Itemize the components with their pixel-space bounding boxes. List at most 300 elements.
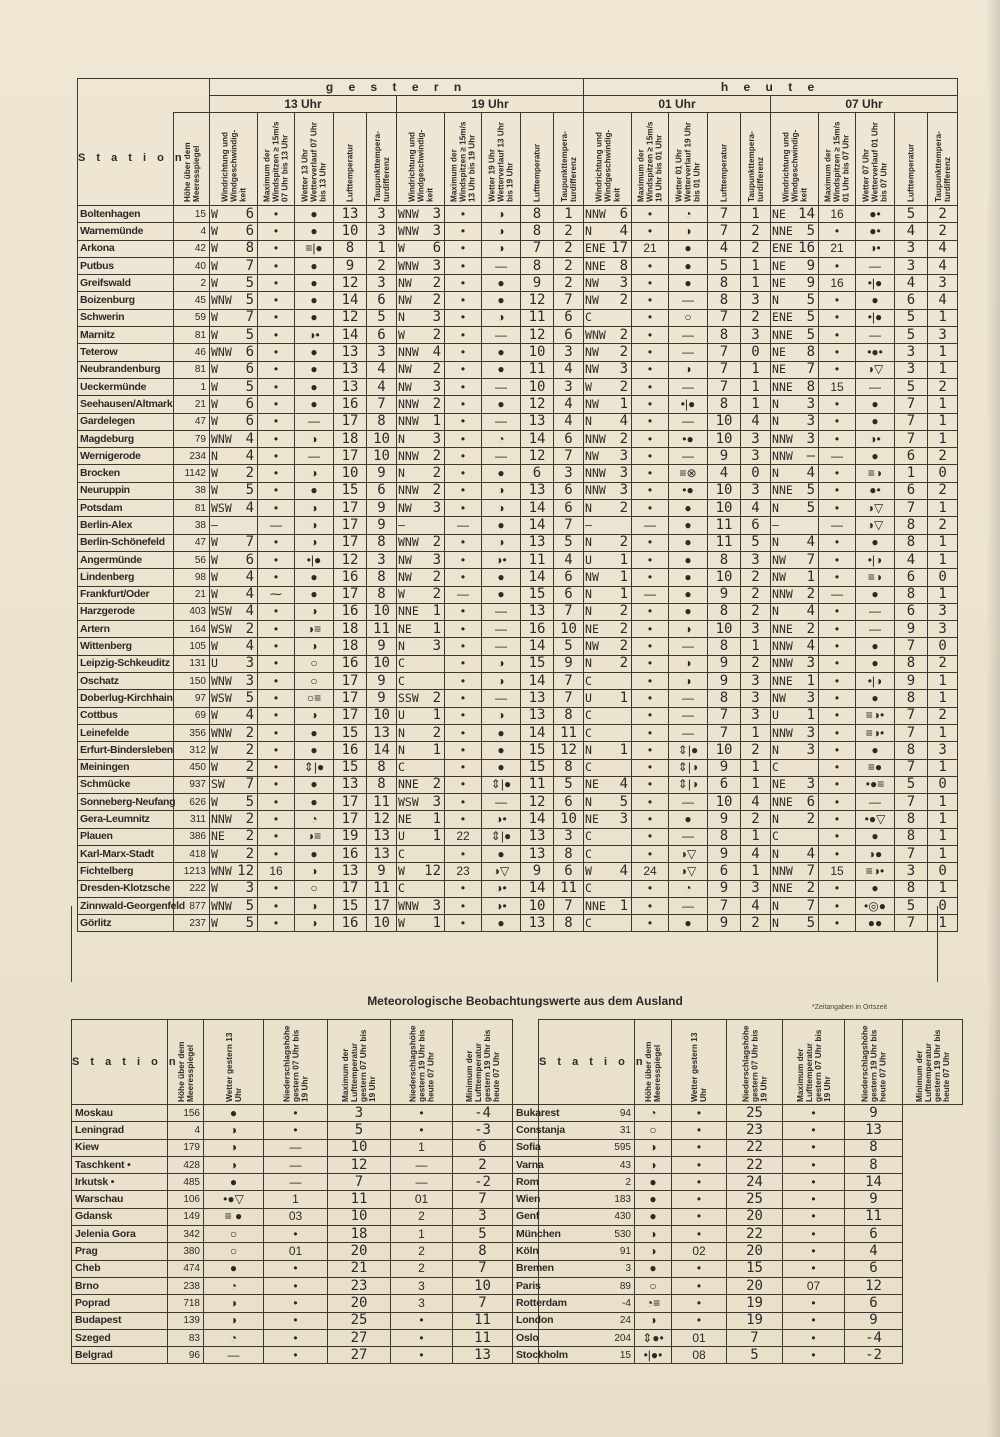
altitude-value: 626 xyxy=(174,794,210,811)
weather-symbol: ◑ xyxy=(635,1243,672,1260)
max-temperature: 3 xyxy=(328,1105,391,1122)
period-01: 01 Uhr xyxy=(584,96,771,113)
col-header-temp-0 xyxy=(334,113,367,206)
air-temperature: 6 xyxy=(895,603,928,620)
wind-direction: NNW xyxy=(772,725,793,740)
header-gestern: g e s t e r n xyxy=(210,79,584,96)
station-name: Magdeburg xyxy=(78,430,174,447)
wind-speed: 3 xyxy=(432,257,441,274)
station-header-right: S t a t i o n xyxy=(539,1020,635,1105)
wind-gust: • xyxy=(632,603,669,620)
weather-symbol: •●▽ xyxy=(856,811,895,828)
wind-cell xyxy=(771,845,819,862)
wind-speed: 2 xyxy=(619,344,629,361)
wind-speed: 4 xyxy=(245,707,254,724)
weather-symbol: ● xyxy=(482,396,521,413)
dewpoint-difference: 11 xyxy=(554,724,584,741)
wind-cell xyxy=(397,655,445,672)
wind-speed: 3 xyxy=(806,689,816,706)
station-name: Arkona xyxy=(78,240,174,257)
weather-symbol: ◑ xyxy=(204,1295,264,1312)
wind-direction: WNW xyxy=(211,673,232,688)
wind-direction: W xyxy=(211,206,218,221)
dewpoint-difference: 1 xyxy=(741,638,771,655)
wind-cell xyxy=(771,690,819,707)
precipitation-day: 02 xyxy=(672,1243,727,1260)
wind-direction: W xyxy=(211,362,218,377)
col-header-text: Windrichtung und Windgeschwindig-keit xyxy=(781,129,809,202)
weather-symbol: ● xyxy=(856,292,895,309)
wind-gust: • xyxy=(445,897,482,914)
altitude-value: 485 xyxy=(168,1174,204,1191)
air-temperature: 17 xyxy=(334,707,367,724)
wind-speed: 2 xyxy=(619,534,629,551)
wind-gust: • xyxy=(632,673,669,690)
station-name: Cheb xyxy=(72,1260,168,1277)
corner-cell xyxy=(78,96,210,113)
precipitation-day: • xyxy=(264,1295,328,1312)
col-header-text: Taupunkttempera-turdifferenz xyxy=(559,131,578,202)
precipitation-night: — xyxy=(391,1156,453,1173)
dewpoint-difference: 1 xyxy=(741,275,771,292)
weather-symbol: ● xyxy=(669,500,708,517)
wind-direction: U xyxy=(398,708,405,723)
wind-gust: • xyxy=(819,690,856,707)
dewpoint-difference: 1 xyxy=(741,724,771,741)
dewpoint-difference: 1 xyxy=(928,759,958,776)
dewpoint-difference: 1 xyxy=(928,534,958,551)
wind-cell xyxy=(771,638,819,655)
max-temperature: 20 xyxy=(328,1295,391,1312)
air-temperature: 3 xyxy=(895,344,928,361)
wind-speed: 1 xyxy=(432,707,441,724)
weather-symbol: •|● xyxy=(856,275,895,292)
weather-symbol: ● xyxy=(635,1208,672,1225)
precipitation-day: • xyxy=(672,1312,727,1329)
wind-speed: 3 xyxy=(619,482,629,499)
altitude-value: 418 xyxy=(174,845,210,862)
col-header-text: Niederschlagshöhe gestern 19 Uhr bis heute 07 Uhr xyxy=(407,1025,435,1102)
weather-symbol: ◑• xyxy=(482,897,521,914)
air-temperature: 17 xyxy=(334,586,367,603)
dewpoint-difference: 7 xyxy=(554,673,584,690)
wind-gust: • xyxy=(258,776,295,793)
wind-gust: • xyxy=(819,482,856,499)
col-header-text: Wetter 13 Uhr Wetterverlauf 07 Uhr bis 13 Uhr xyxy=(300,122,328,202)
weather-symbol: ⇕|● xyxy=(482,776,521,793)
weather-symbol: — xyxy=(482,690,521,707)
dewpoint-difference: 4 xyxy=(741,794,771,811)
wind-direction: C xyxy=(585,725,592,740)
wind-direction: W xyxy=(211,587,218,602)
air-temperature: 18 xyxy=(334,430,367,447)
wind-gust: • xyxy=(445,430,482,447)
altitude-value: 83 xyxy=(168,1329,204,1346)
wind-gust: • xyxy=(445,396,482,413)
wind-speed: 4 xyxy=(619,862,629,879)
air-temperature: 17 xyxy=(334,517,367,534)
altitude-value: 237 xyxy=(174,915,210,932)
air-temperature: 7 xyxy=(895,413,928,430)
wind-gust: • xyxy=(258,828,295,845)
wind-gust: • xyxy=(258,551,295,568)
weather-symbol: ● xyxy=(482,915,521,932)
weather-symbol: ● xyxy=(669,240,708,257)
precipitation-night: • xyxy=(783,1329,845,1346)
wind-gust: 15 xyxy=(819,863,856,880)
dewpoint-difference: 12 xyxy=(554,742,584,759)
precipitation-day: • xyxy=(264,1260,328,1277)
weather-symbol: — xyxy=(669,448,708,465)
station-name: Teterow xyxy=(78,344,174,361)
weather-symbol: ◑• xyxy=(295,327,334,344)
wind-direction: N xyxy=(585,587,592,602)
altitude-value: 106 xyxy=(168,1191,204,1208)
wind-cell xyxy=(210,776,258,793)
col-header-dew-0 xyxy=(367,113,397,206)
station-name: Bremen xyxy=(513,1260,539,1277)
wind-gust: • xyxy=(445,413,482,430)
col-header-weather xyxy=(672,1020,727,1105)
air-temperature: 12 xyxy=(334,551,367,568)
min-temperature: 8 xyxy=(453,1243,513,1260)
weather-symbol: — xyxy=(669,327,708,344)
dewpoint-difference: 1 xyxy=(928,811,958,828)
wind-gust: 23 xyxy=(445,863,482,880)
col-header-weather-13-0 xyxy=(295,113,334,206)
weather-symbol: — xyxy=(856,378,895,395)
station-name: Stockholm xyxy=(513,1347,539,1364)
altitude-value: 380 xyxy=(168,1243,204,1260)
dewpoint-difference: 6 xyxy=(554,482,584,499)
wind-cell xyxy=(210,257,258,274)
weather-symbol: ≡◑• xyxy=(856,863,895,880)
station-name: Taschkent • xyxy=(72,1156,168,1173)
wind-speed: 4 xyxy=(245,499,254,516)
wind-direction: W xyxy=(211,241,218,256)
wind-cell xyxy=(397,828,445,845)
wind-direction: NNW xyxy=(398,345,419,360)
wind-gust: • xyxy=(632,776,669,793)
altitude-value: 139 xyxy=(168,1312,204,1329)
wind-speed: 2 xyxy=(432,326,441,343)
dewpoint-difference: 3 xyxy=(741,551,771,568)
dewpoint-difference: 5 xyxy=(554,638,584,655)
weather-symbol: ● xyxy=(295,569,334,586)
air-temperature: 8 xyxy=(708,638,741,655)
wind-direction: N xyxy=(398,725,405,740)
wind-cell xyxy=(397,551,445,568)
wind-direction: NNW xyxy=(585,431,606,446)
dewpoint-difference: 1 xyxy=(928,828,958,845)
wind-gust: • xyxy=(632,206,669,223)
wind-direction: NNE xyxy=(772,794,793,809)
weather-symbol: — xyxy=(669,344,708,361)
dewpoint-difference: 6 xyxy=(367,292,397,309)
wind-cell xyxy=(210,500,258,517)
dewpoint-difference: 2 xyxy=(741,223,771,240)
wind-direction: NE xyxy=(585,777,599,792)
wind-gust: • xyxy=(632,759,669,776)
wind-direction: NW xyxy=(398,569,412,584)
wind-speed: 4 xyxy=(245,447,254,464)
wind-cell xyxy=(584,534,632,551)
wind-speed: 2 xyxy=(806,586,816,603)
station-name: Belgrad xyxy=(72,1347,168,1364)
dewpoint-difference: 1 xyxy=(554,206,584,223)
table-row xyxy=(78,724,958,741)
col-header-wind-0 xyxy=(210,113,258,206)
weather-symbol: ● xyxy=(856,448,895,465)
precipitation-night: — xyxy=(391,1174,453,1191)
weather-symbol: — xyxy=(482,603,521,620)
wind-cell xyxy=(771,880,819,897)
weather-symbol: ◑ xyxy=(204,1312,264,1329)
altitude-value: 81 xyxy=(174,327,210,344)
table-row xyxy=(78,655,958,672)
precipitation-night: 1 xyxy=(391,1139,453,1156)
wind-gust: • xyxy=(445,206,482,223)
dewpoint-difference: 1 xyxy=(928,551,958,568)
wind-cell xyxy=(584,655,632,672)
weather-symbol: ● xyxy=(856,880,895,897)
wind-gust: — xyxy=(632,517,669,534)
dewpoint-difference: 2 xyxy=(928,707,958,724)
station-name: Leipzig-Schkeuditz xyxy=(78,655,174,672)
altitude-value: 47 xyxy=(174,413,210,430)
wind-speed: 3 xyxy=(432,378,441,395)
dewpoint-difference: 7 xyxy=(554,690,584,707)
station-name: Leningrad xyxy=(72,1122,168,1139)
precipitation-day: • xyxy=(672,1139,727,1156)
wind-cell xyxy=(584,673,632,690)
weather-symbol: ○≡ xyxy=(295,690,334,707)
dewpoint-difference: 1 xyxy=(928,845,958,862)
wind-cell xyxy=(210,586,258,603)
wind-cell xyxy=(397,673,445,690)
wind-gust: • xyxy=(632,811,669,828)
wind-direction: NNW xyxy=(211,812,232,827)
wind-direction: N xyxy=(772,500,779,515)
air-temperature: 6 xyxy=(895,292,928,309)
station-name: Berlin-Alex xyxy=(78,517,174,534)
wind-gust: • xyxy=(819,742,856,759)
weather-symbol: ○ xyxy=(295,673,334,690)
wind-speed: 7 xyxy=(245,534,254,551)
station-name: Neuruppin xyxy=(78,482,174,499)
min-temperature: 6 xyxy=(845,1295,903,1312)
dewpoint-difference: 2 xyxy=(741,569,771,586)
wind-direction: W xyxy=(211,846,218,861)
wind-speed: 3 xyxy=(619,361,629,378)
air-temperature: 16 xyxy=(334,655,367,672)
weather-symbol: ● xyxy=(635,1191,672,1208)
weather-symbol: ● xyxy=(856,828,895,845)
min-temperature: 7 xyxy=(453,1260,513,1277)
min-temperature: 14 xyxy=(845,1174,903,1191)
air-temperature: 13 xyxy=(521,603,554,620)
wind-speed: 3 xyxy=(432,638,441,655)
wind-direction: U xyxy=(772,708,779,723)
air-temperature: 13 xyxy=(334,361,367,378)
wind-direction: W xyxy=(211,275,218,290)
wind-cell xyxy=(397,603,445,620)
table-row xyxy=(78,621,958,638)
air-temperature: 11 xyxy=(521,776,554,793)
wind-speed: 2 xyxy=(619,499,629,516)
wind-gust: • xyxy=(258,621,295,638)
wind-speed: — xyxy=(806,447,816,464)
wind-speed: 6 xyxy=(245,205,254,222)
weather-symbol: ◑ xyxy=(295,534,334,551)
wind-speed: 2 xyxy=(432,395,441,412)
wind-cell xyxy=(771,707,819,724)
wind-gust: • xyxy=(258,396,295,413)
dewpoint-difference: 1 xyxy=(928,915,958,932)
air-temperature: 3 xyxy=(895,240,928,257)
dewpoint-difference: 2 xyxy=(741,603,771,620)
air-temperature: 1 xyxy=(895,465,928,482)
dewpoint-difference: 1 xyxy=(741,863,771,880)
wind-speed: 3 xyxy=(806,741,816,758)
blank-area xyxy=(71,906,938,982)
precipitation-night: • xyxy=(783,1105,845,1122)
weather-symbol: ● xyxy=(482,845,521,862)
air-temperature: 14 xyxy=(521,673,554,690)
air-temperature: 14 xyxy=(521,500,554,517)
wind-cell xyxy=(210,240,258,257)
altitude-value: 38 xyxy=(174,482,210,499)
wind-cell xyxy=(584,482,632,499)
dewpoint-difference: 3 xyxy=(741,621,771,638)
weather-symbol: ○ xyxy=(295,880,334,897)
wind-cell xyxy=(397,690,445,707)
station-name: Oschatz xyxy=(78,673,174,690)
altitude-value: 530 xyxy=(539,1226,635,1243)
col-header-text: Niederschlagshöhe gestern 07 Uhr bis 19 Uhr xyxy=(281,1025,309,1102)
wind-gust: 21 xyxy=(632,240,669,257)
weather-symbol: ◔ xyxy=(482,430,521,447)
wind-cell xyxy=(397,500,445,517)
precipitation-day: • xyxy=(672,1174,727,1191)
weather-symbol: •●≡ xyxy=(856,776,895,793)
wind-speed: 3 xyxy=(245,672,254,689)
air-temperature: 16 xyxy=(334,845,367,862)
air-temperature: 16 xyxy=(334,915,367,932)
col-header-max-temp xyxy=(783,1020,845,1105)
table-row xyxy=(72,1226,963,1243)
max-temperature: 10 xyxy=(328,1139,391,1156)
dewpoint-difference: 2 xyxy=(741,586,771,603)
table-row xyxy=(78,690,958,707)
wind-direction: NE xyxy=(211,829,225,844)
wind-speed: 2 xyxy=(432,724,441,741)
altitude-value: 91 xyxy=(539,1243,635,1260)
air-temperature: 8 xyxy=(895,655,928,672)
wind-gust: • xyxy=(445,655,482,672)
weather-symbol: ◑▽ xyxy=(669,845,708,862)
dewpoint-difference: 3 xyxy=(741,430,771,447)
wind-cell xyxy=(397,724,445,741)
max-temperature: 20 xyxy=(727,1208,783,1225)
precipitation-day: • xyxy=(264,1226,328,1243)
altitude-value: 38 xyxy=(174,517,210,534)
wind-direction: C xyxy=(585,829,592,844)
dewpoint-difference: 7 xyxy=(554,603,584,620)
min-temperature: 11 xyxy=(845,1208,903,1225)
weather-symbol: — xyxy=(204,1347,264,1364)
wind-cell xyxy=(771,500,819,517)
weather-symbol: ● xyxy=(669,551,708,568)
weather-symbol: ≡◑• xyxy=(856,707,895,724)
wind-direction: W xyxy=(211,552,218,567)
altitude-value: 238 xyxy=(168,1277,204,1294)
air-temperature: 11 xyxy=(708,534,741,551)
dewpoint-difference: 0 xyxy=(928,897,958,914)
weather-symbol: ≡◑• xyxy=(856,724,895,741)
wind-gust: • xyxy=(819,361,856,378)
station-name: Sofia xyxy=(513,1139,539,1156)
precipitation-night: 01 xyxy=(391,1191,453,1208)
wind-direction: NW xyxy=(585,345,599,360)
col-header-text: Höhe über dem Meeresspiegel xyxy=(175,1041,195,1102)
station-name: Brno xyxy=(72,1277,168,1294)
weather-symbol: ● xyxy=(295,724,334,741)
wind-direction: NW xyxy=(585,569,599,584)
wind-gust: • xyxy=(819,621,856,638)
max-temperature: 25 xyxy=(328,1312,391,1329)
wind-direction: NNE xyxy=(772,223,793,238)
wind-direction: NNE xyxy=(585,258,606,273)
wind-gust: 15 xyxy=(819,378,856,395)
wind-cell xyxy=(584,690,632,707)
wind-direction: C xyxy=(585,915,592,930)
weather-symbol: ●• xyxy=(856,223,895,240)
dewpoint-difference: 1 xyxy=(928,880,958,897)
weather-symbol: ● xyxy=(204,1260,264,1277)
air-temperature: 13 xyxy=(521,413,554,430)
precipitation-night: • xyxy=(391,1122,453,1139)
weather-symbol: ● xyxy=(669,811,708,828)
precipitation-night: • xyxy=(783,1139,845,1156)
station-name: Constanja xyxy=(513,1122,539,1139)
weather-symbol: ◑• xyxy=(482,880,521,897)
wind-gust: • xyxy=(632,500,669,517)
weather-symbol: ● xyxy=(856,586,895,603)
station-name: Karl-Marx-Stadt xyxy=(78,845,174,862)
wind-cell xyxy=(584,309,632,326)
air-temperature: 3 xyxy=(895,361,928,378)
wind-cell xyxy=(397,465,445,482)
wind-speed: 5 xyxy=(245,689,254,706)
table-row xyxy=(72,1105,963,1122)
table-row xyxy=(78,673,958,690)
wind-gust: • xyxy=(632,396,669,413)
table-row xyxy=(72,1347,963,1364)
wind-direction: C xyxy=(398,846,405,861)
air-temperature: 7 xyxy=(708,309,741,326)
weather-symbol: ◑▽ xyxy=(669,863,708,880)
wind-direction: NW xyxy=(398,552,412,567)
weather-symbol: ● xyxy=(295,586,334,603)
station-name: Dresden-Klotzsche xyxy=(78,880,174,897)
dewpoint-difference: 1 xyxy=(928,396,958,413)
weather-symbol: ◑• xyxy=(856,240,895,257)
wind-direction: C xyxy=(772,760,779,775)
weather-symbol: ≡● xyxy=(856,759,895,776)
wind-gust: • xyxy=(819,707,856,724)
station-name: Görlitz xyxy=(78,915,174,932)
